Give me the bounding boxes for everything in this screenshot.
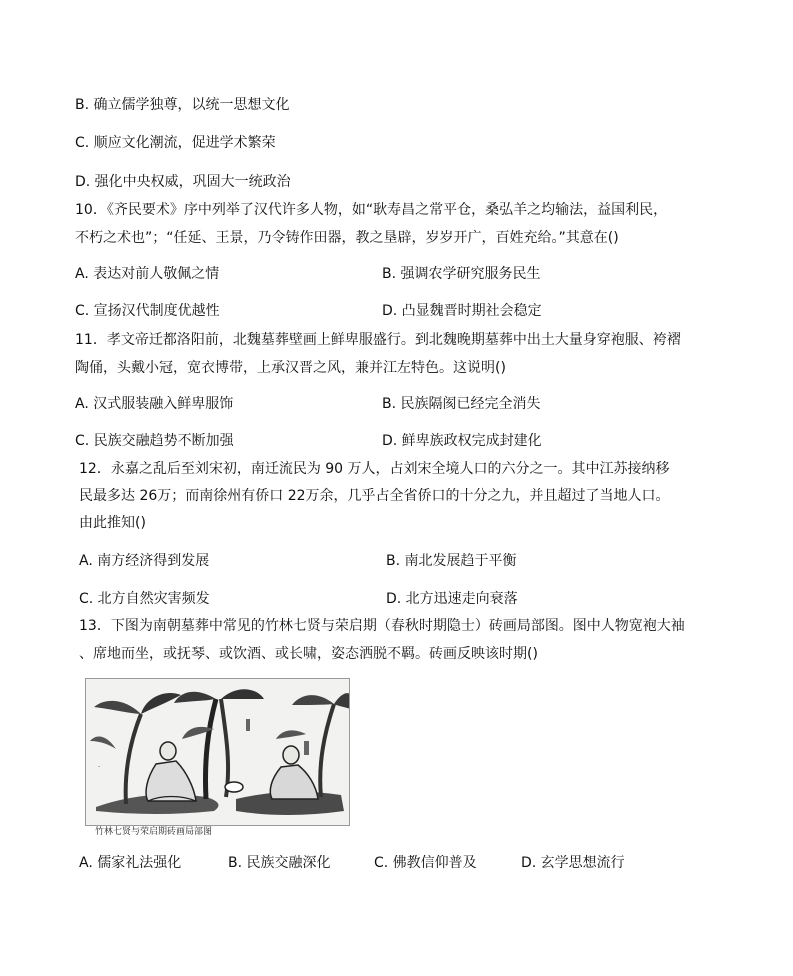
q11-option-c: C. 民族交融趋势不断加强 [75,433,234,449]
q12-option-b: B. 南北发展趋于平衡 [386,553,517,569]
q11-option-d: D. 鲜卑族政权完成封建化 [382,433,542,449]
q13-stem-line1: 13．下图为南朝墓葬中常见的竹林七贤与荣启期（春秋时期隐士）砖画局部图。图中人物宽袍大袖 [79,618,685,634]
q10-stem-line2: 不朽之术也”；“任延、王景，乃令铸作田器，教之垦辟，岁岁开广，百姓充给。”其意在() [75,230,619,246]
figure-caption: 竹林七贤与荣启期砖画局部图 [95,827,213,837]
q9-option-c: C. 顺应文化潮流，促进学术繁荣 [75,135,276,151]
q12-stem-line2: 民最多达 26万；而南徐州有侨口 22万余，几乎占全省侨口的十分之九，并且超过了当地人口。 [79,488,670,504]
q9-option-b: B. 确立儒学独尊，以统一思想文化 [75,97,290,113]
q11-option-b: B. 民族隔阂已经完全消失 [382,396,541,412]
brick-painting-illustration [86,679,350,826]
q13-option-b: B. 民族交融深化 [228,855,331,871]
q11-stem-line2: 陶俑，头戴小冠，宽衣博带，上承汉晋之风，兼并江左特色。这说明() [75,360,506,376]
q13-option-d: D. 玄学思想流行 [521,855,625,871]
q10-option-a: A. 表达对前人敬佩之情 [75,266,220,282]
q10-option-c: C. 宣扬汉代制度优越性 [75,303,220,319]
q13-option-a: A. 儒家礼法强化 [79,855,182,871]
q12-option-c: C. 北方自然灾害频发 [79,591,210,607]
brick-painting-figure [85,678,350,826]
q13-stem-line2: 、席地而坐，或抚琴、或饮酒、或长啸，姿态洒脱不羁。砖画反映该时期() [79,646,538,662]
q12-stem-line3: 由此推知() [79,515,146,531]
q10-option-b: B. 强调农学研究服务民生 [382,266,541,282]
q12-option-d: D. 北方迅速走向衰落 [386,591,518,607]
svg-text:.: . [98,761,101,769]
q12-option-a: A. 南方经济得到发展 [79,553,210,569]
q11-option-a: A. 汉式服装融入鲜卑服饰 [75,396,234,412]
q9-option-d: D. 强化中央权威，巩固大一统政治 [75,174,291,190]
q11-stem-line1: 11．孝文帝迁都洛阳前，北魏墓葬壁画上鲜卑服盛行。到北魏晚期墓葬中出土大量身穿袍服、袴褶 [75,332,681,348]
q10-stem-line1: 10．《齐民要术》序中列举了汉代许多人物，如“耿寿昌之常平仓，桑弘羊之均输法，益国利民， [75,202,668,218]
q13-option-c: C. 佛教信仰普及 [374,855,477,871]
q12-stem-line1: 12．永嘉之乱后至刘宋初，南迁流民为 90 万人，占刘宋全境人口的六分之一。其中江苏接纳移 [79,461,670,477]
q10-option-d: D. 凸显魏晋时期社会稳定 [382,303,542,319]
